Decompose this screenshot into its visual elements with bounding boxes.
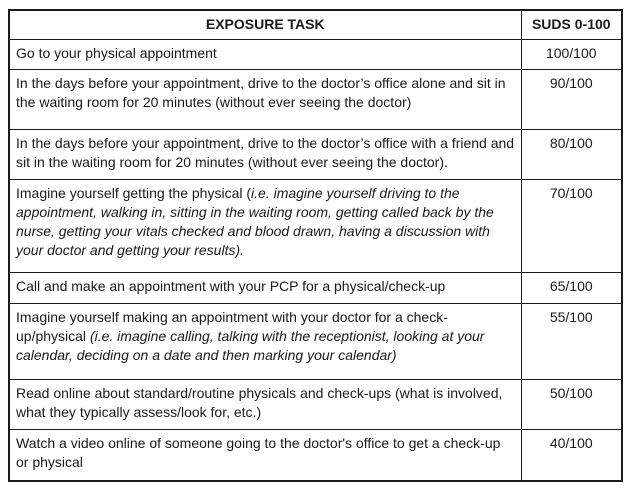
table-row <box>9 429 622 481</box>
task-text: Go to your physical appointment <box>16 44 217 61</box>
suds-cell: 50/100 <box>521 379 622 429</box>
task-cell <box>9 39 521 69</box>
exposure-task-header: EXPOSURE TASK <box>9 10 521 39</box>
suds-cell: 55/100 <box>521 303 622 379</box>
table-row <box>9 39 622 69</box>
task-text: In the days before your appointment, drive to the doctor’s office alone and sit in the waiting room for 20 minutes (without ever seeing the doctor) <box>16 74 506 110</box>
task-cell <box>9 379 521 429</box>
task-cell <box>9 303 521 379</box>
suds-header: SUDS 0-100 <box>521 10 622 39</box>
task-text-italic: i.e. imagine yourself driving to the appointment, walking in, sitting in the waiting room, getting called back by the nurse, getting your vitals checked and blood drawn, having a discussion with your doctor and getting your results). <box>16 184 494 258</box>
task-cell <box>9 69 521 129</box>
task-text: Call and make an appointment with your PCP for a physical/check-up <box>16 277 446 294</box>
table-row <box>9 179 622 272</box>
suds-cell: 40/100 <box>521 429 622 481</box>
header-row <box>9 10 622 39</box>
task-cell <box>9 129 521 179</box>
table-row <box>9 69 622 129</box>
task-text: In the days before your appointment, drive to the doctor’s office with a friend and sit in the waiting room for 20 minutes (without ever seeing the doctor). <box>16 134 515 170</box>
suds-cell: 65/100 <box>521 272 622 303</box>
task-cell <box>9 179 521 272</box>
exposure-table-body <box>9 39 622 481</box>
exposure-hierarchy-table <box>8 9 623 482</box>
task-text: Imagine yourself getting the physical ( <box>16 184 252 201</box>
suds-cell: 100/100 <box>521 39 622 69</box>
task-text: Watch a video online of someone going to the doctor's office to get a check-up or physical <box>16 434 501 470</box>
task-text: Read online about standard/routine physicals and check-ups (what is involved, what they typically assess/look for, etc.) <box>16 384 503 420</box>
table-row <box>9 303 622 379</box>
table-row <box>9 129 622 179</box>
task-text-italic: (i.e. imagine calling, talking with the receptionist, looking at your calendar, deciding on a date and then marking your calendar) <box>16 327 485 363</box>
table-row <box>9 272 622 303</box>
task-cell <box>9 429 521 481</box>
task-cell <box>9 272 521 303</box>
table-row <box>9 379 622 429</box>
task-text: Imagine yourself making an appointment with your doctor for a check-up/physical <box>16 308 448 344</box>
suds-cell: 70/100 <box>521 179 622 272</box>
suds-cell: 80/100 <box>521 129 622 179</box>
suds-cell: 90/100 <box>521 69 622 129</box>
